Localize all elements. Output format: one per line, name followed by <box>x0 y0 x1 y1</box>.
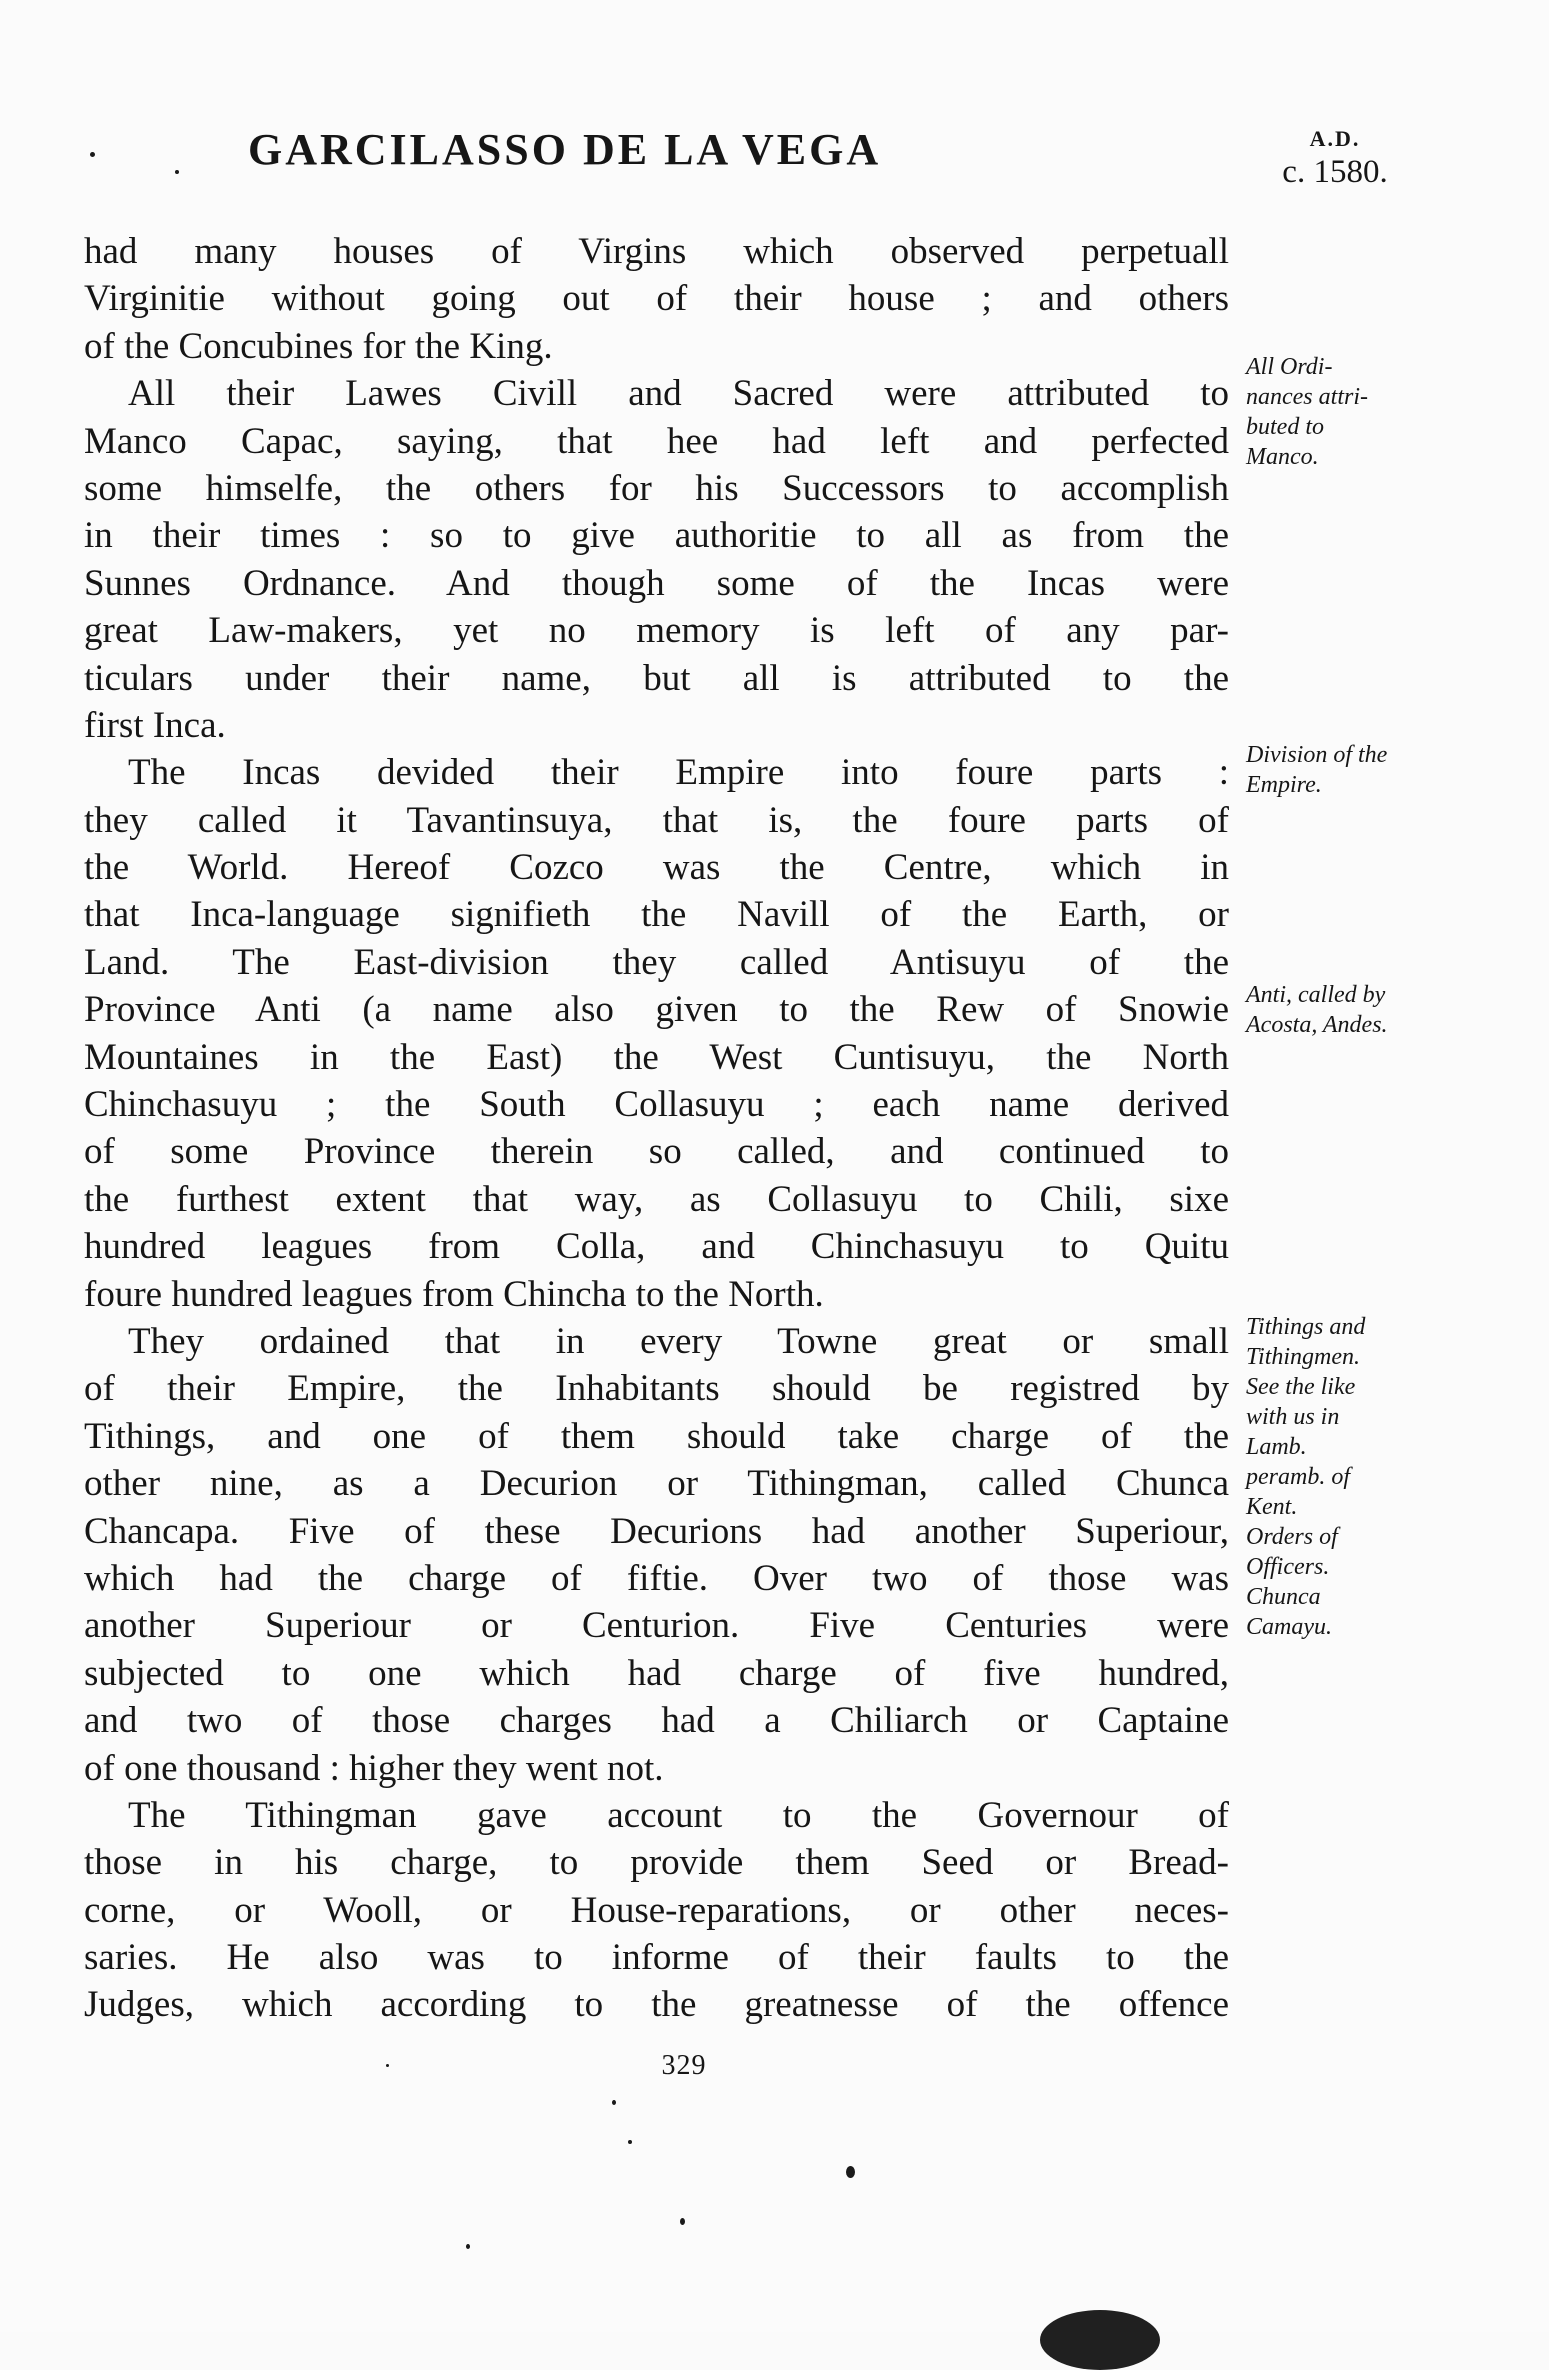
paper-speck <box>466 2244 470 2249</box>
text-line: saries. He also was to informe of their faults to the <box>84 1937 1229 1979</box>
text-line: of one thousand : higher they went not. <box>84 1747 664 1789</box>
margin-note-line: All Ordi- <box>1246 354 1333 380</box>
text-line: of the Concubines for the King. <box>84 325 553 367</box>
text-line: great Law-makers, yet no memory is left of any par- <box>84 610 1229 652</box>
paper-speck <box>846 2166 855 2178</box>
running-title: GARCILASSO DE LA VEGA <box>248 125 882 174</box>
margin-note-line: Acosta, Andes. <box>1246 1012 1388 1038</box>
page-number: 329 <box>661 2050 707 2081</box>
text-line: All their Lawes Civill and Sacred were attributed to <box>128 373 1229 415</box>
text-line: Chinchasuyu ; the South Collasuyu ; each name derived <box>84 1084 1229 1126</box>
margin-note-line: Kent. <box>1246 1494 1298 1520</box>
margin-note-line: Lamb. <box>1246 1434 1307 1460</box>
text-line: corne, or Wooll, or House-reparations, or other neces- <box>84 1889 1229 1931</box>
margin-note-line: Tithings and <box>1246 1314 1366 1340</box>
margin-note-line: Officers. <box>1246 1554 1330 1580</box>
margin-note-line: peramb. of <box>1246 1464 1350 1490</box>
text-line: Judges, which according to the greatnesse of the offence <box>84 1984 1229 2026</box>
margin-note-anti <box>1246 980 1476 1040</box>
text-line: Sunnes Ordnance. And though some of the Incas were <box>84 562 1229 604</box>
text-line: the furthest extent that way, as Collasuyu to Chili, sixe <box>84 1178 1229 1220</box>
paper-speck <box>612 2100 616 2105</box>
paper-speck <box>680 2218 685 2225</box>
paper-speck <box>386 2064 389 2067</box>
text-line: Manco Capac, saying, that hee had left and perfected <box>84 420 1229 462</box>
text-line: The Tithingman gave account to the Governour of <box>128 1794 1229 1836</box>
text-line: Province Anti (a name also given to the Rew of Snowie <box>84 989 1229 1031</box>
scan-shadow <box>1040 2310 1160 2370</box>
text-line: Chancapa. Five of these Decurions had another Superiour, <box>84 1510 1229 1552</box>
text-line: first Inca. <box>84 704 226 746</box>
text-line: hundred leagues from Colla, and Chinchasuyu to Quitu <box>84 1226 1229 1268</box>
text-line: and two of those charges had a Chiliarch or Captaine <box>84 1700 1229 1742</box>
text-line: Land. The East-division they called Antisuyu of the <box>84 941 1229 983</box>
text-line: they called it Tavantinsuya, that is, the foure parts of <box>84 799 1229 841</box>
text-line: the World. Hereof Cozco was the Centre, which in <box>84 847 1229 889</box>
text-line: Tithings, and one of them should take charge of the <box>84 1415 1229 1457</box>
text-line: other nine, as a Decurion or Tithingman, called Chunca <box>84 1463 1229 1505</box>
margin-note-line: See the like <box>1246 1374 1356 1400</box>
text-line: in their times : so to give authoritie to all as from the <box>84 515 1229 557</box>
paper-speck <box>90 152 95 157</box>
date-label: A.D. <box>1309 126 1361 151</box>
running-head <box>0 118 1549 198</box>
margin-note-line: Anti, called by <box>1246 982 1386 1008</box>
margin-note-line: buted to <box>1246 414 1324 440</box>
date-block <box>1270 126 1400 191</box>
text-line: which had the charge of fiftie. Over two of those was <box>84 1557 1229 1599</box>
text-line: of their Empire, the Inhabitants should be registred by <box>84 1368 1229 1410</box>
margin-note-division <box>1246 740 1476 800</box>
text-line: that Inca-language signifieth the Navill of the Earth, or <box>84 894 1229 936</box>
text-line: foure hundred leagues from Chincha to the North. <box>84 1273 824 1315</box>
margin-note-tithings <box>1246 1312 1476 1642</box>
paper-speck <box>175 170 179 174</box>
margin-note-line: with us in <box>1246 1404 1340 1430</box>
margin-note-line: Camayu. <box>1246 1614 1332 1640</box>
margin-note-line: Manco. <box>1246 444 1319 470</box>
text-line: The Incas devided their Empire into foure parts : <box>128 752 1229 794</box>
margin-note-line: Orders of <box>1246 1524 1338 1550</box>
text-line: subjected to one which had charge of five hundred, <box>84 1652 1229 1694</box>
margin-note-line: nances attri- <box>1246 384 1368 410</box>
margin-note-ordinances <box>1246 352 1476 472</box>
text-line: had many houses of Virgins which observed perpetuall <box>84 231 1229 272</box>
text-line: of some Province therein so called, and continued to <box>84 1131 1229 1173</box>
margin-note-line: Empire. <box>1246 772 1322 798</box>
text-line: Virginitie without going out of their house ; and others <box>84 278 1229 320</box>
text-line: ticulars under their name, but all is attributed to the <box>84 657 1229 699</box>
text-line: They ordained that in every Towne great or small <box>128 1320 1229 1362</box>
margin-note-line: Division of the <box>1246 742 1388 768</box>
text-line: those in his charge, to provide them Seed or Bread- <box>84 1842 1229 1884</box>
date-value: c. 1580. <box>1282 154 1388 190</box>
text-line: Mountaines in the East) the West Cuntisuyu, the North <box>84 1036 1229 1078</box>
body-text <box>84 228 1229 2029</box>
text-line: some himselfe, the others for his Successors to accomplish <box>84 467 1229 509</box>
text-line: another Superiour or Centurion. Five Centuries were <box>84 1605 1229 1647</box>
margin-note-line: Tithingmen. <box>1246 1344 1361 1370</box>
margin-note-line: Chunca <box>1246 1584 1321 1610</box>
paper-speck <box>628 2140 632 2144</box>
